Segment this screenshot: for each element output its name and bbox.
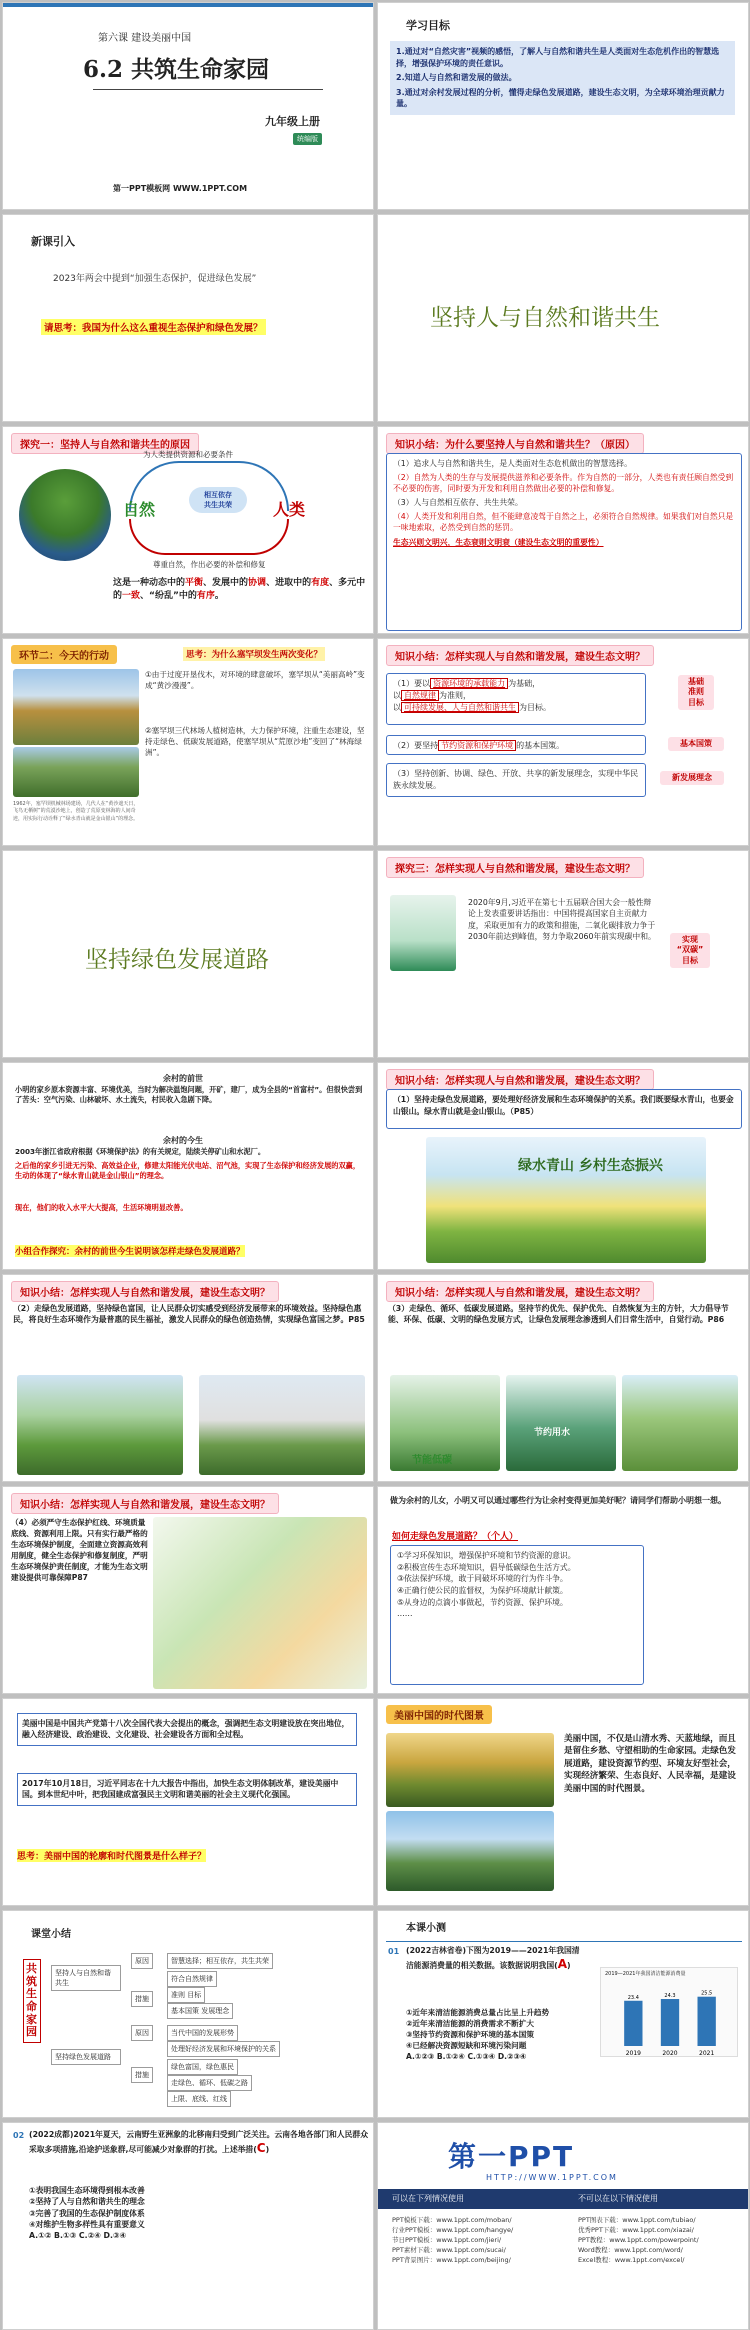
reason-3: （3）人与自然相互依存、共生共荣。 — [393, 498, 523, 508]
chart-bar — [661, 1999, 679, 2046]
report-text: 2017年10月18日，习近平同志在十九大报告中指出，加快生态文明体制改革，建设美丽中国。到本世纪中叶，把我国建成富强民主文明和谐美丽的社会主义现代化强国。 — [17, 1773, 357, 1806]
now-title: 余村的今生 — [163, 1136, 203, 1145]
summary-box — [386, 453, 742, 631]
quiz-option-2: ②近年来清洁能源的消费需求不断扩大 — [406, 2019, 534, 2028]
link-9[interactable]: Word教程：www.1ppt.com/word/ — [578, 2246, 683, 2254]
policy-box: （2）要坚持 节约资源和保护环境 的基本国策。 — [386, 735, 646, 755]
energy-saving-label: 节能低碳 — [412, 1455, 452, 1466]
summary3-header: 知识小结：怎样实现人与自然和谐发展，建设生态文明？ — [386, 1069, 654, 1090]
brand-logo: 第一PPT — [448, 2140, 575, 2173]
now-text-1: 2003年浙江省政府根据《环境保护法》的有关规定，陆续关停矿山和水泥厂。 — [15, 1147, 266, 1156]
carbon-text: 2020年9月,习近平在第七十五届联合国大会一般性辩论上发表重要讲话指出：中国将提高国家自主贡献力度，采取更加有力的政策和措施，二氧化碳排放力争于2030年前达到峰值，努力争取2060年前实现碳中和。 — [468, 898, 656, 941]
personal-item-2: ②积极宣传生态环境知识，倡导低碳绿色生活方式。 — [397, 1562, 576, 1572]
branch-1: 坚持人与自然和谐共生 — [51, 1965, 121, 1991]
slide-intro — [2, 214, 374, 422]
now-text-2: 之后他的家乡引进无污染、高效益企业，修建太阳能光伏电站、沼气池，实现了生态保护和经济发展的双赢，生动的体现了“绿水青山就是金山银山”的理念。 — [15, 1161, 361, 1181]
slide-quiz1 — [377, 1910, 749, 2118]
saihanba-image-1 — [13, 669, 139, 745]
change-1: ①由于过度开垦伐木，对环境的肆意破坏，塞罕坝从“美丽高岭”变成“黄沙漫漫”。 — [145, 670, 365, 690]
ecological-park-image — [17, 1375, 183, 1475]
slide-vision — [377, 1698, 749, 1906]
explore-header: 探究一：坚持人与自然和谐共生的原因 — [11, 433, 199, 454]
quiz2-option-3: ③完善了我国的生态保护制度体系 — [29, 2208, 145, 2218]
quiz-option-3: ③坚持节约资源和保护环境的基本国策 — [406, 2030, 534, 2039]
reason-5: 生态兴则文明兴，生态衰则文明衰（建设生态文明的重要性） — [393, 538, 604, 548]
quiz2-number: 02 — [13, 2131, 25, 2140]
chapter-label: 第六课 建设美丽中国 — [98, 33, 192, 44]
tag-base: 基础 准则 目标 — [678, 675, 714, 710]
human-label: 人类 — [273, 500, 306, 519]
image-banner: 绿水青山 乡村生态振兴 — [518, 1158, 663, 1174]
slide-quiz2 — [2, 2122, 374, 2330]
quiz2-option-4: ④对维护生物多样性具有重要意义 — [29, 2219, 145, 2229]
then-text: 小明的家乡原本资源丰富、环境优美，当时为解决温饱问题，开矿，建厂，成为全县的“首富村”。但很快尝到了苦头：空气污染、山林破坏、水土流失，村民收入急剧下降。 — [15, 1085, 363, 1105]
slide-end — [377, 2122, 749, 2330]
personal-item-3: ③依法保护环境，敢于同破坏环境的行为作斗争。 — [397, 1574, 568, 1584]
bottom-arc — [129, 519, 289, 555]
redline-text: （4）必须严守生态保护红线、环境质量底线、资源利用上限。只有实行最严格的生态环境保护制度，全面建立资源高效利用制度，健全生态保护和修复制度，严明生态环境保护责任制度，才能为生态文明建设提供可靠保障P87 — [11, 1518, 148, 1582]
branch-2-measure: 措施 — [131, 2067, 153, 2083]
link-6[interactable]: PPT图表下载：www.1ppt.com/tubiao/ — [578, 2216, 696, 2224]
branch-1-reason: 原因 — [131, 1953, 153, 1969]
reason-1: （1）追求人与自然和谐共生，是人类面对生态危机做出的智慧选择。 — [393, 459, 632, 468]
tag-concept: 新发展理念 — [660, 771, 724, 785]
brand-url: HTTP://WWW.1PPT.COM — [486, 2173, 618, 2182]
branch-1-measure: 措施 — [131, 1991, 153, 2007]
saihanba-image-2 — [13, 747, 139, 797]
explore3-header: 探究三：怎样实现人与自然和谐发展，建设生态文明？ — [386, 857, 644, 878]
lesson-title: 6.2 共筑生命家园 — [83, 56, 270, 83]
node-7: 绿色富国，绿色惠民 — [167, 2059, 238, 2075]
chart-tick-label: 2020 — [662, 2050, 678, 2057]
goal-2: 2.知道人与自然和谐发展的做法。 — [396, 73, 517, 83]
slide-summary5 — [377, 1274, 749, 1482]
carbon-infographic — [390, 895, 456, 971]
slide-section1 — [377, 214, 749, 422]
chart-value-label: 23.4 — [627, 1994, 639, 2001]
summary-header: 知识小结：为什么要坚持人与自然和谐共生？（原因） — [386, 433, 644, 454]
earth-tree-image — [19, 469, 111, 561]
personal-sub: 如何走绿色发展道路？（个人） — [392, 1532, 519, 1542]
landscape-image-1 — [386, 1733, 554, 1807]
node-3: 准则 目标 — [167, 1987, 205, 2003]
goals-box — [390, 41, 735, 115]
nature-label: 自然 — [123, 500, 156, 519]
grade-label: 九年级上册 — [265, 115, 320, 128]
slide-yucun — [2, 1062, 374, 1270]
chart-tick-label: 2021 — [699, 2050, 715, 2057]
link-8[interactable]: PPT教程：www.1ppt.com/powerpoint/ — [578, 2236, 699, 2244]
group-question: 小组合作探究：余村的前世今生说明该怎样走绿色发展道路？ — [15, 1247, 245, 1257]
chart-bar — [698, 1997, 716, 2046]
node-4: 基本国策 发展理念 — [167, 2003, 233, 2019]
node-9: 上限、底线、红线 — [167, 2091, 231, 2107]
slide-summary6 — [2, 1486, 374, 1694]
link-1[interactable]: PPT模板下载：www.1ppt.com/moban/ — [392, 2216, 512, 2224]
vision-text: 美丽中国，不仅是山清水秀、天蓝地绿，而且是留住乡愁、守望相助的生命家园。走绿色发展道路，建设资源节约型、环境友好型社会，实现经济繁荣、生态良好、人民幸福，是建设美丽中国的时代图景。 — [564, 1734, 736, 1794]
now-text-3: 现在，他们的收入水平大大提高，生活环境明显改善。 — [15, 1203, 188, 1212]
tag-policy: 基本国策 — [668, 737, 724, 751]
terrace-image — [622, 1375, 738, 1471]
concept-text: 美丽中国是中国共产党第十八次全国代表大会提出的概念，强调把生态文明建设放在突出地位，融入经济建设、政治建设、文化建设、社会建设各方面和全过程。 — [17, 1713, 357, 1746]
branch-2-reason: 原因 — [131, 2025, 153, 2041]
personal-item-5: ⑤从身边的点滴小事做起，节约资源、保护环境。 — [397, 1597, 568, 1607]
chart-svg — [601, 1978, 739, 2058]
slide-summary1 — [377, 426, 749, 634]
quiz-number: 01 — [388, 1947, 400, 1956]
chart-value-label: 25.5 — [701, 1990, 713, 1997]
quiz-question: (2022吉林省卷)下图为2019——2021年我国清洁能源消费量的相关数据。该数据说明我国(A) — [406, 1946, 580, 1972]
goals-heading: 学习目标 — [406, 19, 450, 32]
link-7[interactable]: 优秀PPT下载：www.1ppt.com/xiazai/ — [578, 2226, 694, 2234]
action-header: 环节二：今天的行动 — [11, 645, 117, 664]
summary4-header: 知识小结：怎样实现人与自然和谐发展，建设生态文明？ — [11, 1281, 279, 1302]
link-5[interactable]: PPT背景图片：www.1ppt.com/beijing/ — [392, 2256, 511, 2264]
recap-heading: 课堂小结 — [31, 1929, 71, 1940]
slide-explore3 — [377, 850, 749, 1058]
recap-root: 共筑生命家园 — [23, 1959, 41, 2043]
quiz2-option-1: ①表明我国生态环境得到根本改善 — [29, 2186, 145, 2195]
image-caption: 1962年，塞罕坝机械林场建场，几代人在“黄沙遮天日，飞鸟无栖树”的荒漠沙地上，创造了荒原变林海的人间奇迹，用实际行动诠释了“绿水青山就是金山银山”的理念。 — [13, 801, 139, 822]
quiz2-choices: A.①② B.①③ C.②④ D.③④ — [29, 2231, 127, 2241]
chart-tick-label: 2019 — [625, 2050, 641, 2057]
slide-recap — [2, 1910, 374, 2118]
intro-text: 2023年两会中提到“加强生态保护，促进绿色发展” — [53, 274, 257, 284]
quiz2-options — [29, 2185, 369, 2241]
green-wealth-text: （2）走绿色发展道路，坚持绿色富国，让人民群众切实感受到经济发展带来的环境效益。坚持绿色惠民，将良好生态环境作为最普惠的民生福祉，激发人民群众的绿色创造热情，实现绿色富国之梦。P85 — [13, 1304, 365, 1325]
quiz-option-1: ①近年来清洁能源消费总量占比呈上升趋势 — [406, 2008, 550, 2017]
landscape-image-2 — [386, 1811, 554, 1891]
node-1: 智慧选择；相互依存，共生共荣 — [167, 1953, 273, 1969]
energy-chart — [600, 1967, 738, 2057]
slide-title — [2, 2, 374, 210]
section-title: 坚持人与自然和谐共生 — [430, 305, 660, 331]
branch-2: 坚持绿色发展道路 — [51, 2049, 121, 2065]
slide-explore1 — [2, 426, 374, 634]
personal-item-4: ④正确行使公民的监督权，为保护环境献计献策。 — [397, 1586, 568, 1596]
beautiful-think: 思考：美丽中国的轮廓和时代图景是什么样子？ — [17, 1849, 206, 1862]
chart-value-label: 24.3 — [664, 1993, 676, 2000]
section2-title: 坚持绿色发展道路 — [85, 947, 269, 973]
quiz-option-4: ④已经解决资源短缺和环境污染问题 — [406, 2041, 527, 2050]
bottom-label: 尊重自然，作出必要的补偿和修复 — [153, 560, 266, 569]
base-box: （1）要以 资源环境的承载能力 为基础， 以 自然规律 为准则， 以 可持续发展、人与自然和谐共生 为目标。 — [386, 673, 646, 725]
slide-beautiful-china — [2, 1698, 374, 1906]
goal-3: 3.通过对余村发展过程的分析，懂得走绿色发展道路，建设生态文明，为全球环境治理贡献力量。 — [396, 87, 725, 109]
top-label: 为人类提供资源和必要条件 — [143, 450, 233, 459]
node-2: 符合自然规律 — [167, 1971, 217, 1987]
footer-text: 第一PPT模板网 WWW.1PPT.COM — [113, 184, 248, 193]
goal-1: 1.通过对“自然灾害”视频的感悟，了解人与自然和谐共生是人类面对生态危机作出的智慧选择，增强保护环境的责任意识。 — [396, 47, 720, 68]
personal-item-6: …… — [397, 1609, 413, 1619]
quiz-heading: 本课小测 — [406, 1923, 446, 1934]
concept-box: （3）坚持创新、协调、绿色、开放、共享的新发展理念，实现中华民族永续发展。 — [386, 763, 646, 797]
green-road-box: （1）坚持走绿色发展道路，要处理好经济发展和生态环境保护的关系。我们既要绿水青山，也要金山银山。绿水青山就是金山银山。（P85） — [386, 1089, 742, 1129]
node-8: 走绿色、循环、低碳之路 — [167, 2075, 252, 2091]
slide-summary2 — [377, 638, 749, 846]
intro-heading: 新课引入 — [31, 235, 75, 248]
slide-goals — [377, 2, 749, 210]
quiz-options — [406, 2007, 596, 2062]
slide-summary4 — [2, 1274, 374, 1482]
quiz-choices: A.①②③ B.①②④ C.①③④ D.②③④ — [406, 2052, 527, 2061]
slide-personal — [377, 1486, 749, 1694]
can-use-label: 可以在下列情况使用 — [392, 2194, 464, 2203]
town-image — [199, 1375, 365, 1475]
then-title: 余村的前世 — [163, 1074, 203, 1083]
link-4[interactable]: PPT素材下载：www.1ppt.com/sucai/ — [392, 2246, 506, 2254]
title-rule — [93, 89, 323, 90]
summary2-header: 知识小结：怎样实现人与自然和谐发展，建设生态文明？ — [386, 645, 654, 666]
low-carbon-text: （3）走绿色、循环、低碳发展道路。坚持节约优先、保护优先、自然恢复为主的方针，大力倡导节能、环保、低碳、文明的绿色发展方式，让绿色发展理念渗透到人们日常生活中，自觉行动。P86 — [388, 1304, 729, 1325]
reason-4: （4）人类开发和利用自然，但不能肆意凌驾于自然之上，必须符合自然规律。如果我们对自然只是一味地索取，必然受到自然的惩罚。 — [393, 511, 734, 533]
reason-2: （2）自然为人类的生存与发展提供滋养和必要条件。作为自然的一部分，人类也有责任顾自然受到不必要的伤害，同时要为开发和利用自然做出必要的补偿和修复。 — [393, 472, 734, 494]
node-5: 当代中国的发展形势 — [167, 2025, 238, 2041]
quiz2-option-2: ②坚持了人与自然和谐共生的理念 — [29, 2197, 145, 2207]
link-10[interactable]: Excel教程：www.1ppt.com/excel/ — [578, 2256, 685, 2264]
chart-bar — [624, 2001, 642, 2046]
personal-list — [390, 1545, 644, 1685]
tag-carbon: 实现 “双碳” 目标 — [670, 933, 710, 968]
cannot-use-label: 不可以在以下情况使用 — [578, 2194, 658, 2203]
chart-title: 2019—2021年我国清洁能源消费量 — [605, 1971, 686, 1977]
vision-header: 美丽中国的时代图景 — [386, 1705, 492, 1724]
slide-action — [2, 638, 374, 846]
personal-intro: 做为余村的儿女，小明又可以通过哪些行为让余村变得更加美好呢？请同学们帮助小明想一想。 — [390, 1496, 726, 1505]
relation-bubble: 相互依存 共生共荣 — [189, 487, 247, 513]
quiz2-question: (2022成都)2021年夏天，云南野生亚洲象的北移南归受到广泛关注。云南各地各部门和人民群众采取多项措施,沿途护送象群,尽可能减少对象群的打扰。上述举措(C) — [29, 2130, 369, 2156]
edition-badge: 统编版 — [293, 133, 322, 145]
change-2: ②塞罕坝三代林场人植树造林，大力保护环境，注重生态建设，坚持走绿色、低碳发展道路，使塞罕坝从“荒原沙地”变回了“林海绿洲”。 — [145, 726, 365, 757]
slide-summary3 — [377, 1062, 749, 1270]
personal-item-1: ①学习环保知识，增强保护环境和节约资源的意识。 — [397, 1551, 576, 1560]
top-bar — [3, 3, 374, 7]
summary6-header: 知识小结：怎样实现人与自然和谐发展，建设生态文明？ — [11, 1493, 279, 1514]
action-think: 思考：为什么塞罕坝发生两次变化？ — [183, 647, 325, 661]
balance-caption: 这是一种动态中的平衡、发展中的协调、进取中的有度、多元中的一致、“纷乱”中的有序。 — [113, 578, 366, 602]
water-saving-label: 节约用水 — [534, 1428, 571, 1438]
link-2[interactable]: 行业PPT模板：www.1ppt.com/hangye/ — [392, 2226, 514, 2234]
node-6: 处理好经济发展和环境保护的关系 — [167, 2041, 280, 2057]
water-saving-image — [506, 1375, 616, 1471]
redline-cartoon — [153, 1517, 367, 1689]
link-3[interactable]: 节日PPT模板：www.1ppt.com/jieri/ — [392, 2236, 502, 2244]
summary5-header: 知识小结：怎样实现人与自然和谐发展，建设生态文明？ — [386, 1281, 654, 1302]
slide-section2 — [2, 850, 374, 1058]
think-question: 请思考：我国为什么这么重视生态保护和绿色发展？ — [41, 319, 266, 335]
